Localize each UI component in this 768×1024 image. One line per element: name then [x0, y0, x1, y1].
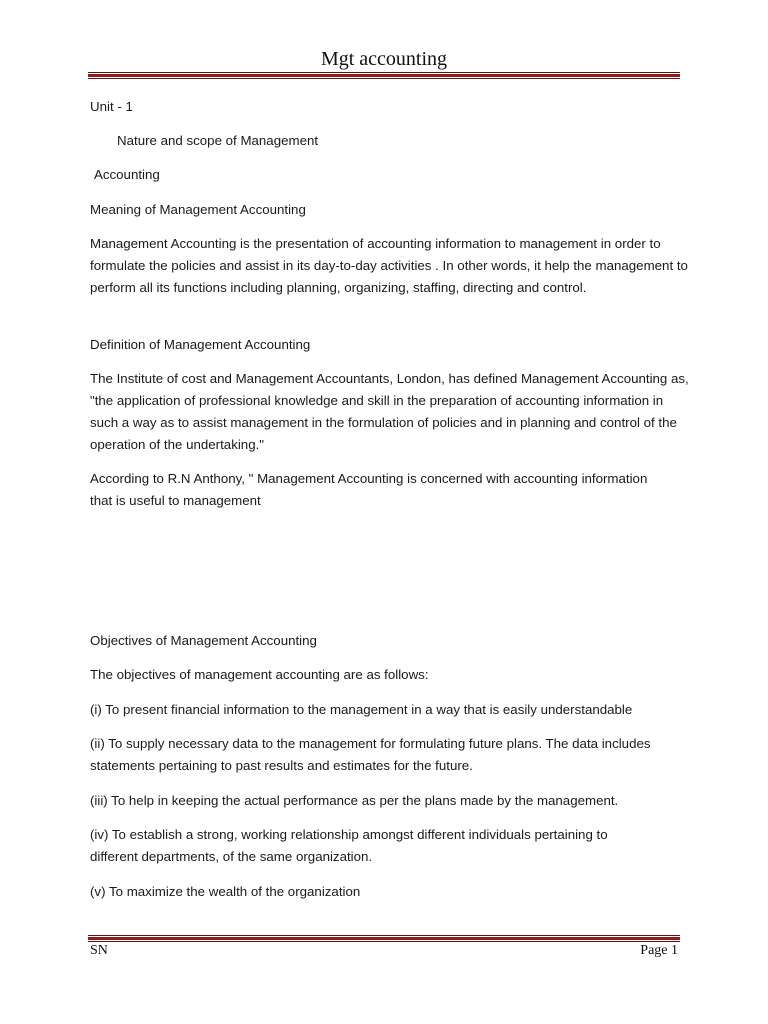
objective-item: (i) To present financial information to the management in a way that is easily understandable [90, 702, 633, 717]
definition-paragraph: The Institute of cost and Management Accountants, London, has defined Management Accounting as, "the application of professional knowledge and skill in the preparation of accounting information in such a way as to assist management in the formulation of policies and in planning and control of the operation of the undertaking." [90, 371, 689, 452]
objective-item: (ii) To supply necessary data to the management for formulating future plans. The data includes statements pertaining to past results and estimates for the future. [90, 736, 651, 773]
page-header-title: Mgt accounting [320, 48, 448, 70]
objective-item: (iv) To establish a strong, working relationship amongst different individuals pertaining to different departments, of the same organization. [90, 827, 608, 864]
meaning-paragraph: Management Accounting is the presentation of accounting information to management in order to formulate the policies and assist in its day-to-day activities . In other words, it help the management to perform all its functions including planning, organizing, staffing, directing and control. [90, 236, 688, 295]
anthony-quote: According to R.N Anthony, " Management Accounting is concerned with accounting information that is useful to management [90, 471, 648, 508]
footer-rule [88, 935, 680, 942]
footer-page-number: Page 1 [640, 943, 678, 958]
footer-author: SN [90, 943, 108, 958]
objectives-intro: The objectives of management accounting are as follows: [90, 667, 429, 682]
objectives-title: Objectives of Management Accounting [90, 633, 317, 648]
unit-label: Unit - 1 [90, 99, 133, 114]
objective-item: (v) To maximize the wealth of the organization [90, 884, 361, 899]
meaning-title: Meaning of Management Accounting [90, 202, 306, 217]
section-heading-line1: Nature and scope of Management [117, 133, 319, 148]
objective-item: (iii) To help in keeping the actual performance as per the plans made by the management. [90, 793, 619, 808]
definition-title: Definition of Management Accounting [90, 337, 311, 352]
section-heading-line2: Accounting [94, 167, 160, 182]
header-rule [88, 72, 680, 79]
